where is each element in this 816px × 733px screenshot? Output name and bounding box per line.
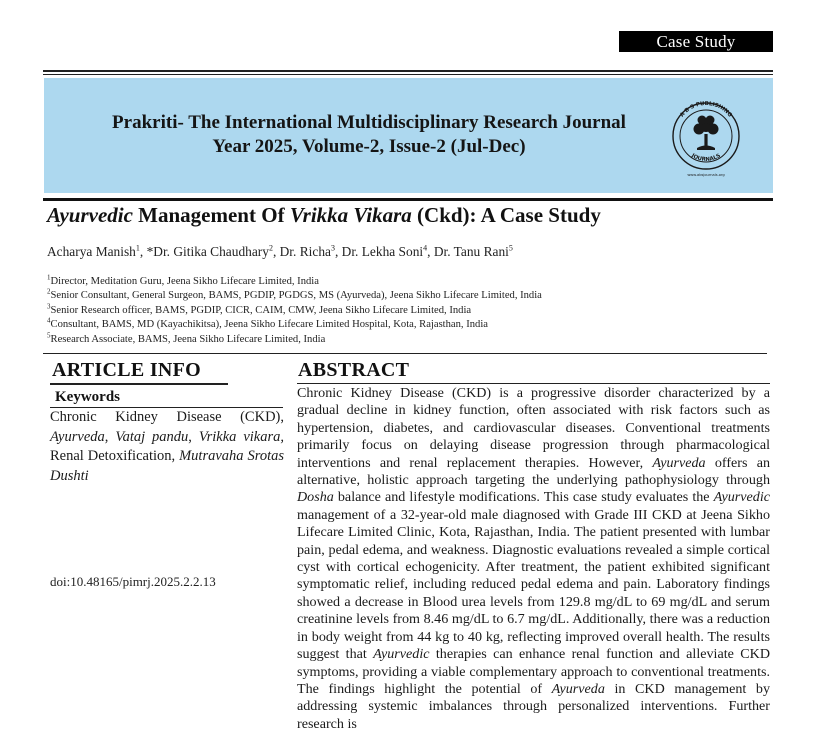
journal-title-line1: Prakriti- The International Multidisciplinary Research Journal xyxy=(112,112,626,133)
journal-title xyxy=(44,111,694,159)
author: Dr. Tanu Rani xyxy=(433,244,509,259)
article-info-heading: ARTICLE INFO xyxy=(52,359,202,381)
header-rule xyxy=(43,70,773,72)
affiliation: $^2$Senior Consultant, General Surgeon, BAMS, PGDIP, PGDGS, MS (Ayurveda), Jeena Sikho Lifecare Limited, India xyxy=(47,287,542,302)
journal-logo-icon xyxy=(667,98,745,178)
article-info-rule xyxy=(50,383,228,385)
journal-title-line2: Year 2025, Volume-2, Issue-2 (Jul-Dec) xyxy=(212,136,526,157)
affiliation: $^4$Consultant, BAMS, MD (Kayachikitsa), Jeena Sikho Lifecare Limited Hospital, Kota, Rajasthan, India xyxy=(47,316,488,331)
svg-text:JOURNALS: JOURNALS xyxy=(690,152,722,163)
author: *Dr. Gitika Chaudhary xyxy=(146,244,269,259)
case-study-badge: Case Study xyxy=(619,31,773,52)
author: Acharya Manish xyxy=(47,244,136,259)
affiliation: $^1$Director, Meditation Guru, Jeena Sikho Lifecare Limited, India xyxy=(47,273,319,287)
paper-title: Ayurvedic Management Of Vrikka Vikara (Ckd): A Case Study xyxy=(47,203,601,227)
svg-text:www.absjournals.org: www.absjournals.org xyxy=(687,173,725,177)
affiliation: $^5$Research Associate, BAMS, Jeena Sikho Lifecare Limited, India xyxy=(47,331,326,345)
keywords-heading: Keywords xyxy=(55,389,120,405)
author: Dr. Richa xyxy=(279,244,331,259)
section-rule xyxy=(43,353,767,354)
keywords-text: Chronic Kidney Disease (CKD), Ayurveda, Vataj pandu, Vrikka vikara, Renal Detoxification, Mutravaha Srotas Dushti xyxy=(50,409,285,484)
author-list: Acharya Manish$^1$, *Dr. Gitika Chaudhary$^2$, Dr. Richa$^3$, Dr. Lekha Soni$^4$, Dr. Tanu Rani$^5$ xyxy=(47,243,513,259)
abstract-heading: ABSTRACT xyxy=(298,359,410,381)
author: Dr. Lekha Soni xyxy=(341,244,424,259)
svg-text:A B S PUBLISHING: A B S PUBLISHING xyxy=(679,100,733,119)
affiliation: $^3$Senior Research officer, BAMS, PGDIP, CICR, CAIM, CMW, Jeena Sikho Lifecare Limited, India xyxy=(47,302,472,316)
journal-banner xyxy=(44,78,773,193)
header-rule-thin xyxy=(43,74,773,75)
abstract-text: Chronic Kidney Disease (CKD) is a progressive disorder characterized by a gradual decline in kidney function, often associated with risk factors such as hypertension, diabetes, and cardiovascular diseases. Conventional treatments primarily focus on delaying disease progression through pharmacological interventions and renal replacement therapies. However, Ayurveda offers an alternative, holistic approach targeting the underlying pathophysiology through Dosha balance and lifestyle modifications. This case study evaluates the Ayurvedic management of a 32-year-old male diagnosed with Grade III CKD at Jeena Sikho Lifecare Limited Clinic, Kota, Rajasthan, India. The patient presented with lumbar pain, pedal edema, and weakness. Diagnostic evaluations revealed a simple cortical cyst with cortical echogenicity. After treatment, the patient exhibited significant symptomatic relief, including reduced pedal edema and pain. Laboratory findings showed a decrease in Blood urea levels from 129.8 mg/dL to 69 mg/dL and serum creatinine levels from 8.46 mg/dL to 6.7 mg/dL. Additionally, there was a reduction in body weight from 44 kg to 40 kg, reflecting improved overall health. The results suggest that Ayurvedic therapies can enhance renal function and alleviate CKD symptoms, providing a viable complementary approach to conventional treatments. The findings highlight the potential of Ayurveda in CKD management by addressing systemic imbalances through personalized interventions. Further research is xyxy=(297,385,771,732)
affiliation-list xyxy=(47,275,767,347)
abstract-rule xyxy=(297,383,770,384)
doi-link[interactable]: doi:10.48165/pimrj.2025.2.2.13 xyxy=(50,574,216,589)
